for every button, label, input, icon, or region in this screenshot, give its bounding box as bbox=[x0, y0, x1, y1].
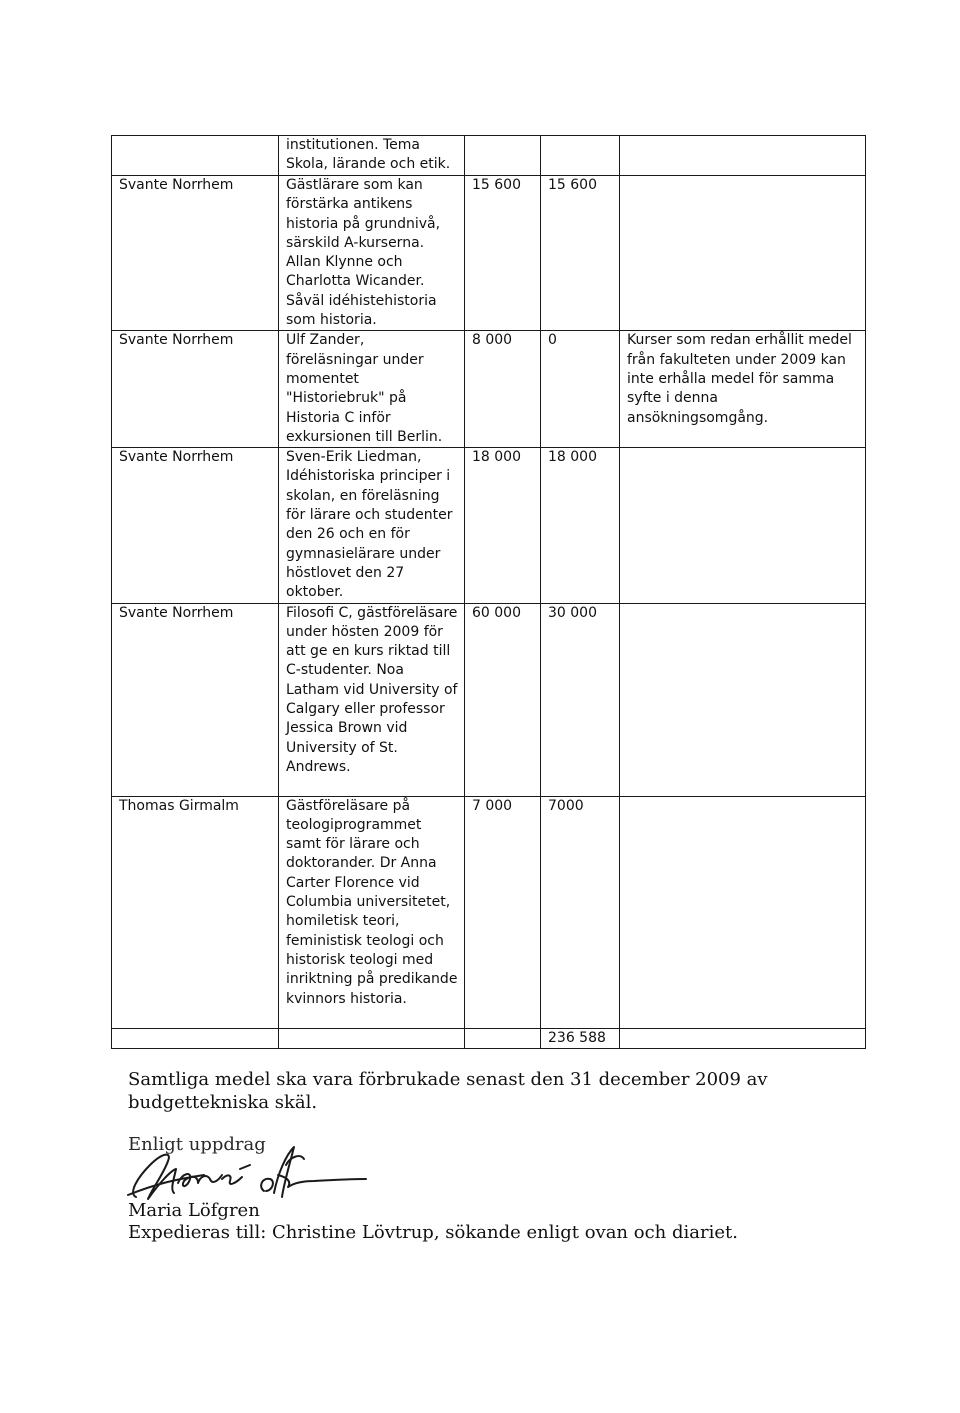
comment-cell bbox=[620, 176, 866, 331]
signer-name: Maria Löfgren bbox=[128, 1200, 260, 1221]
closing-phrase: Enligt uppdrag bbox=[128, 1134, 266, 1155]
total-row bbox=[112, 1028, 866, 1048]
deadline-note-line: Samtliga medel ska vara förbrukade senast den 31 december 2009 av bbox=[128, 1069, 768, 1090]
description-cell: Gästföreläsare på teologiprogrammet samt för lärare och doktorander. Dr Anna Carter Florence vid Columbia universitetet, homiletisk teori, feministisk teologi och historisk teologi med inriktning på predikande kvinnors historia. bbox=[279, 796, 465, 1028]
comment-cell: Kurser som redan erhållit medel från fakulteten under 2009 kan inte erhålla medel för samma syfte i denna ansökningsomgång. bbox=[620, 331, 866, 448]
granted-amount-cell bbox=[541, 136, 620, 176]
applied-amount-cell bbox=[465, 1028, 541, 1048]
table-row bbox=[112, 448, 866, 603]
applicant-cell: Svante Norrhem bbox=[112, 176, 279, 331]
applied-amount-cell: 60 000 bbox=[465, 603, 541, 796]
applicant-cell bbox=[112, 1028, 279, 1048]
applicant-cell: Svante Norrhem bbox=[112, 603, 279, 796]
grant-table bbox=[111, 135, 866, 1049]
table-row bbox=[112, 136, 866, 176]
granted-amount-cell: 18 000 bbox=[541, 448, 620, 603]
distribution-line: Expedieras till: Christine Lövtrup, sökande enligt ovan och diariet. bbox=[128, 1222, 738, 1243]
applied-amount-cell: 7 000 bbox=[465, 796, 541, 1028]
table-row bbox=[112, 796, 866, 1028]
description-cell: Ulf Zander, föreläsningar under momentet "Historiebruk" på Historia C inför exkursionen till Berlin. bbox=[279, 331, 465, 448]
applicant-cell: Svante Norrhem bbox=[112, 448, 279, 603]
granted-amount-cell: 15 600 bbox=[541, 176, 620, 331]
applied-amount-cell: 15 600 bbox=[465, 176, 541, 331]
table-row bbox=[112, 331, 866, 448]
deadline-note-line: budgettekniska skäl. bbox=[128, 1092, 318, 1113]
applicant-cell: Thomas Girmalm bbox=[112, 796, 279, 1028]
comment-cell bbox=[620, 136, 866, 176]
description-cell: Gästlärare som kan förstärka antikens historia på grundnivå, särskild A-kurserna. Allan Klynne och Charlotta Wicander. Såväl idéhistehistoria som historia. bbox=[279, 176, 465, 331]
description-cell: Sven-Erik Liedman, Idéhistoriska principer i skolan, en föreläsning för lärare och studenter den 26 och en för gymnasielärare under höstlovet den 27 oktober. bbox=[279, 448, 465, 603]
total-granted-cell: 236 588 bbox=[541, 1028, 620, 1048]
table-row bbox=[112, 176, 866, 331]
comment-cell bbox=[620, 603, 866, 796]
applied-amount-cell: 8 000 bbox=[465, 331, 541, 448]
description-cell bbox=[279, 1028, 465, 1048]
comment-cell bbox=[620, 448, 866, 603]
granted-amount-cell: 0 bbox=[541, 331, 620, 448]
applied-amount-cell bbox=[465, 136, 541, 176]
description-cell: Filosofi C, gästföreläsare under hösten 2009 för att ge en kurs riktad till C-studenter. Noa Latham vid University of Calgary eller professor Jessica Brown vid University of St. Andrews. bbox=[279, 603, 465, 796]
deadline-note bbox=[128, 1068, 768, 1114]
description-cell: institutionen. Tema Skola, lärande och etik. bbox=[279, 136, 465, 176]
comment-cell bbox=[620, 1028, 866, 1048]
applicant-cell: Svante Norrhem bbox=[112, 331, 279, 448]
table-row bbox=[112, 603, 866, 796]
granted-amount-cell: 7000 bbox=[541, 796, 620, 1028]
granted-amount-cell: 30 000 bbox=[541, 603, 620, 796]
comment-cell bbox=[620, 796, 866, 1028]
applied-amount-cell: 18 000 bbox=[465, 448, 541, 603]
applicant-cell bbox=[112, 136, 279, 176]
